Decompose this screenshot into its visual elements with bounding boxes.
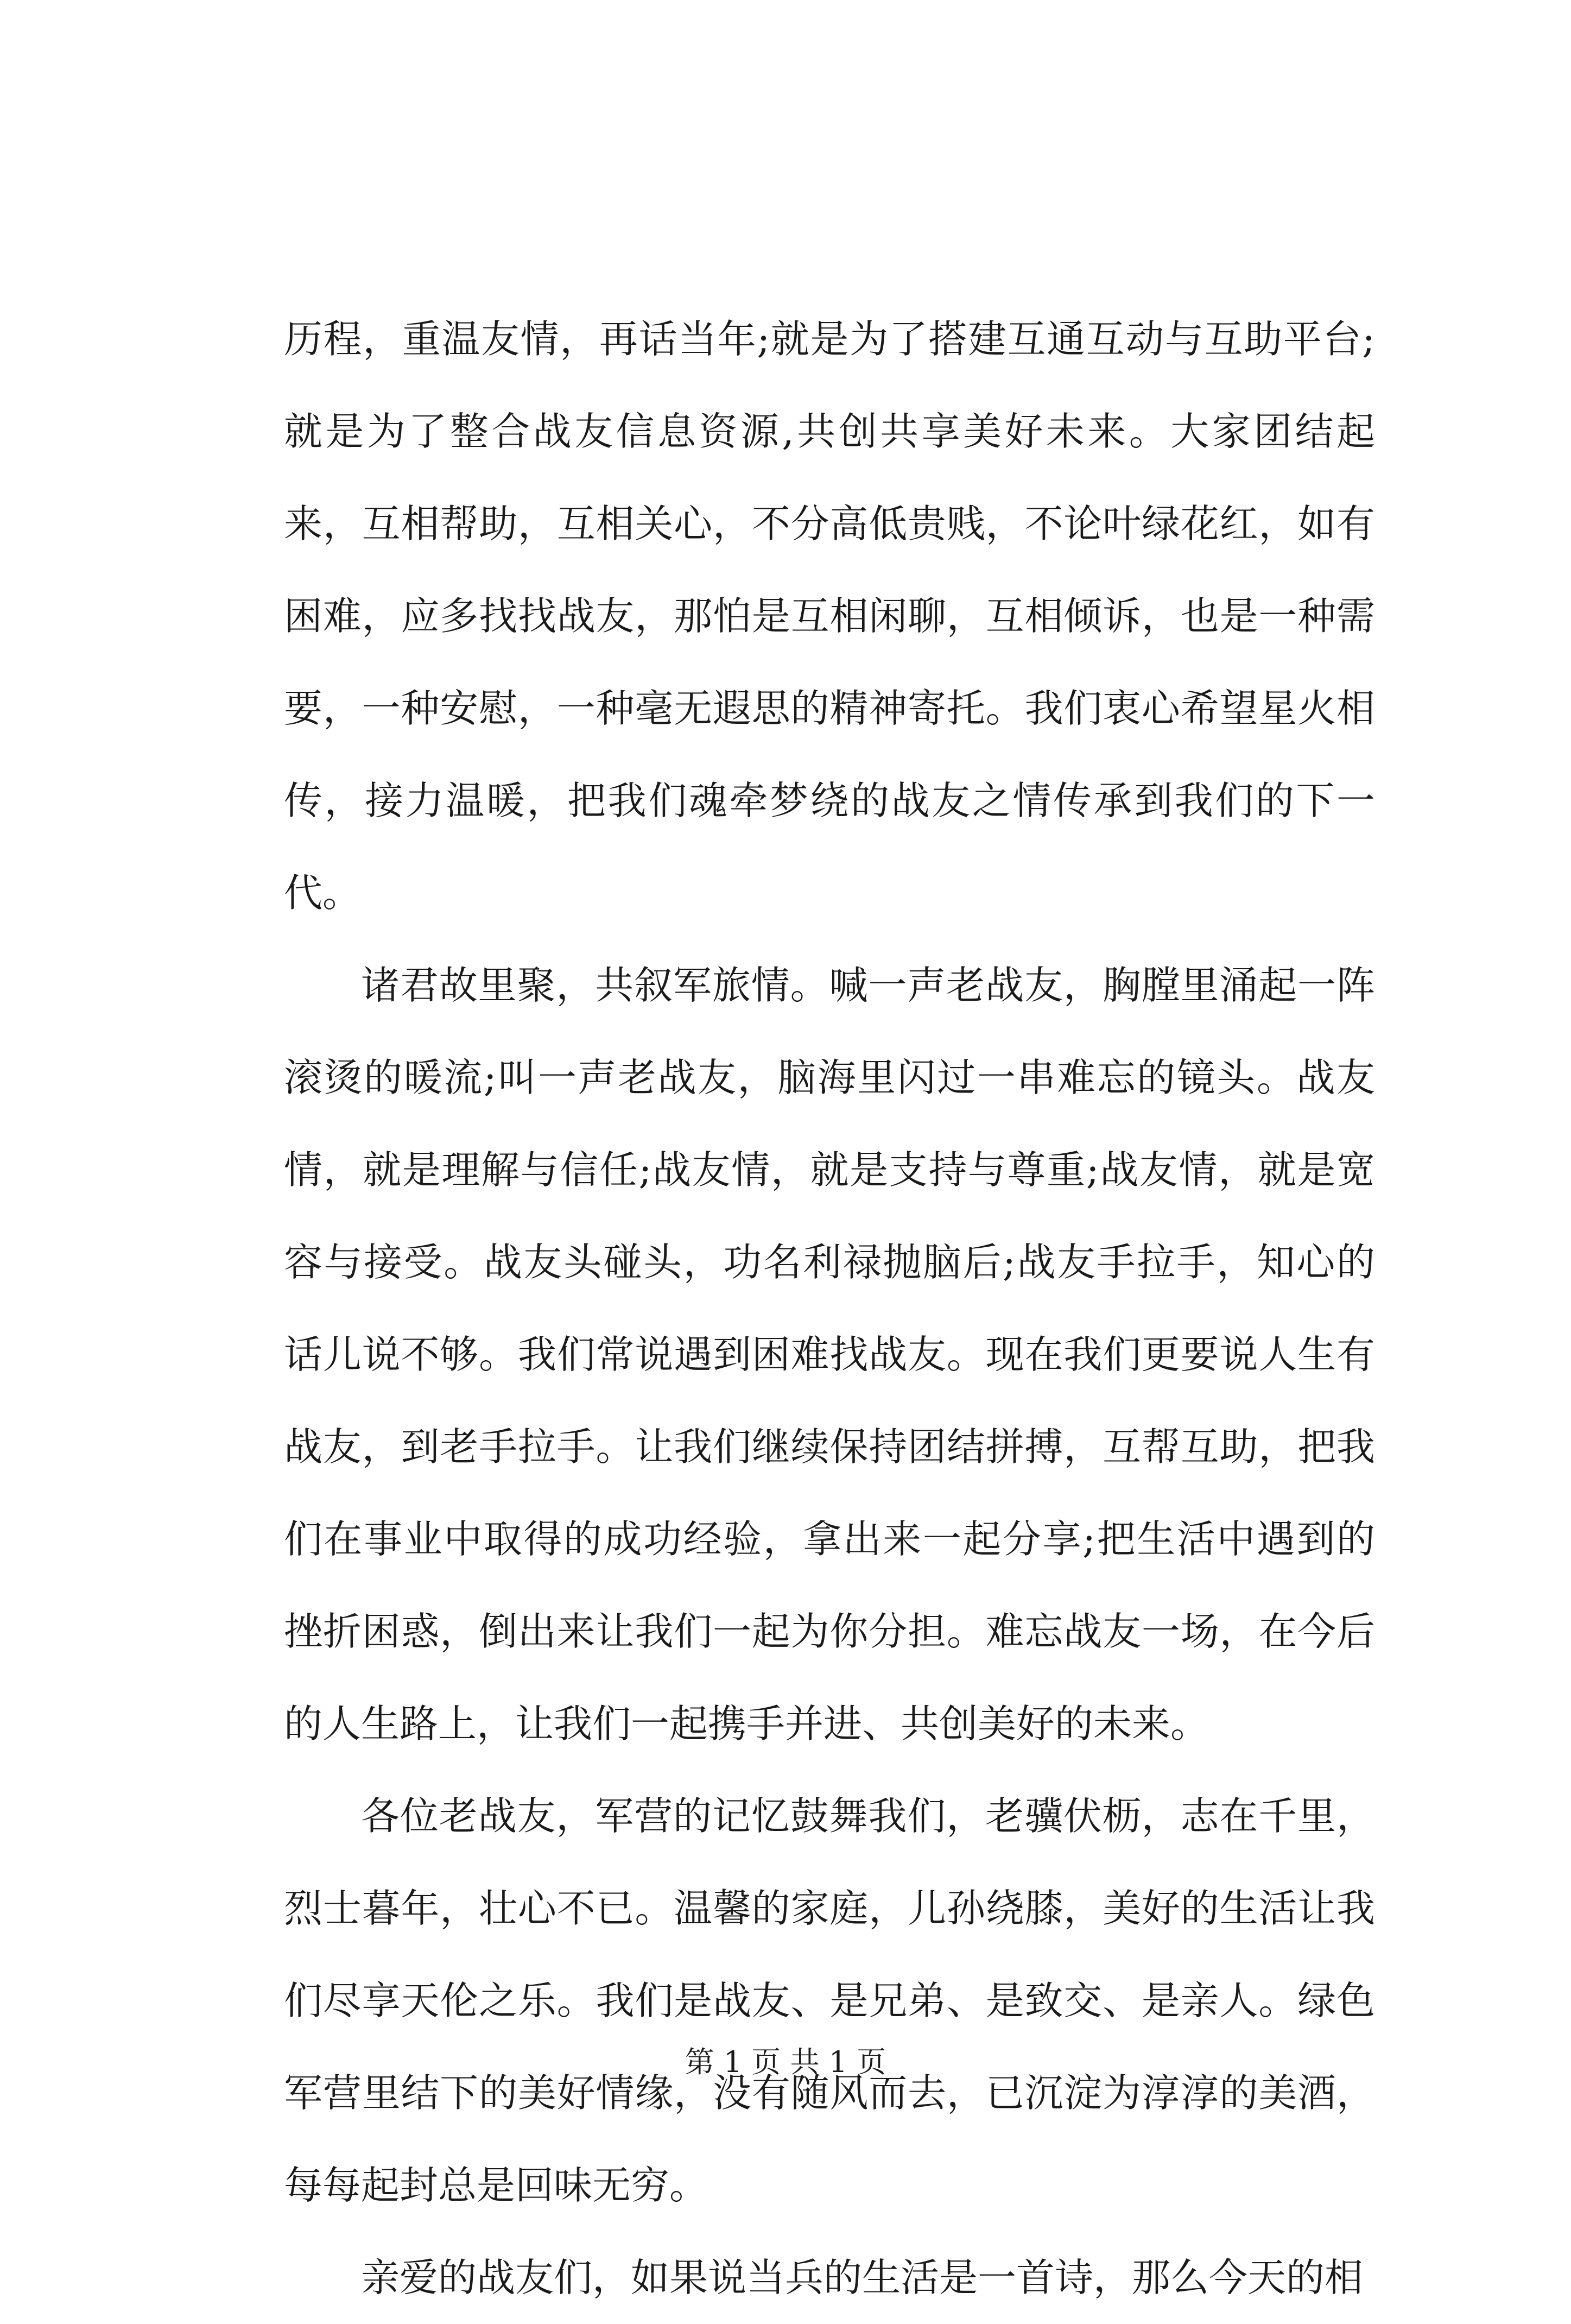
body-text [284,293,1375,2324]
paragraph-old-comrades: 各位老战友，军营的记忆鼓舞我们，老骥伏枥，志在千里，烈士暮年，壮心不已。温馨的家庭，儿孙绕膝，美好的生活让我们尽享天伦之乐。我们是战友、是兄弟、是致交、是亲人。绿色军营里结下的美好情缘，没有随风而去，已沉淀为淳淳的美酒，每每起封总是回味无穷。 [284,1793,1375,2208]
page-footer: 第 1 页 共 1 页 [685,2045,886,2079]
paragraph-dear-comrades: 亲爱的战友们，如果说当兵的生活是一首诗，那么今天的相 [361,2255,1364,2300]
paragraph-continuation: 历程，重温友情，再话当年;就是为了搭建互通互动与互助平台;就是为了整合战友信息资源,共创共享美好未来。大家团结起来，互相帮助，互相关心，不分高低贵贱，不论叶绿花红，如有困难，应多找找战友，那怕是互相闲聊，互相倾诉，也是一种需要，一种安慰，一种毫无遐思的精神寄托。我们衷心希望星火相传，接力温暖，把我们魂牵梦绕的战友之情传承到我们的下一代。 [284,317,1375,915]
paragraph-comrades-gathering: 诸君故里聚，共叙军旅情。喊一声老战友，胸膛里涌起一阵滚烫的暖流;叫一声老战友，脑海里闪过一串难忘的镜头。战友情，就是理解与信任;战友情，就是支持与尊重;战友情，就是宽容与接受。战友头碰头，功名利禄抛脑后;战友手拉手，知心的话儿说不够。我们常说遇到困难找战友。现在我们更要说人生有战友，到老手拉手。让我们继续保持团结拼搏，互帮互助，把我们在事业中取得的成功经验，拿出来一起分享;把生活中遇到的挫折困惑，倒出来让我们一起为你分担。难忘战友一场，在今后的人生路上，让我们一起携手并进、共创美好的未来。 [284,963,1375,1746]
